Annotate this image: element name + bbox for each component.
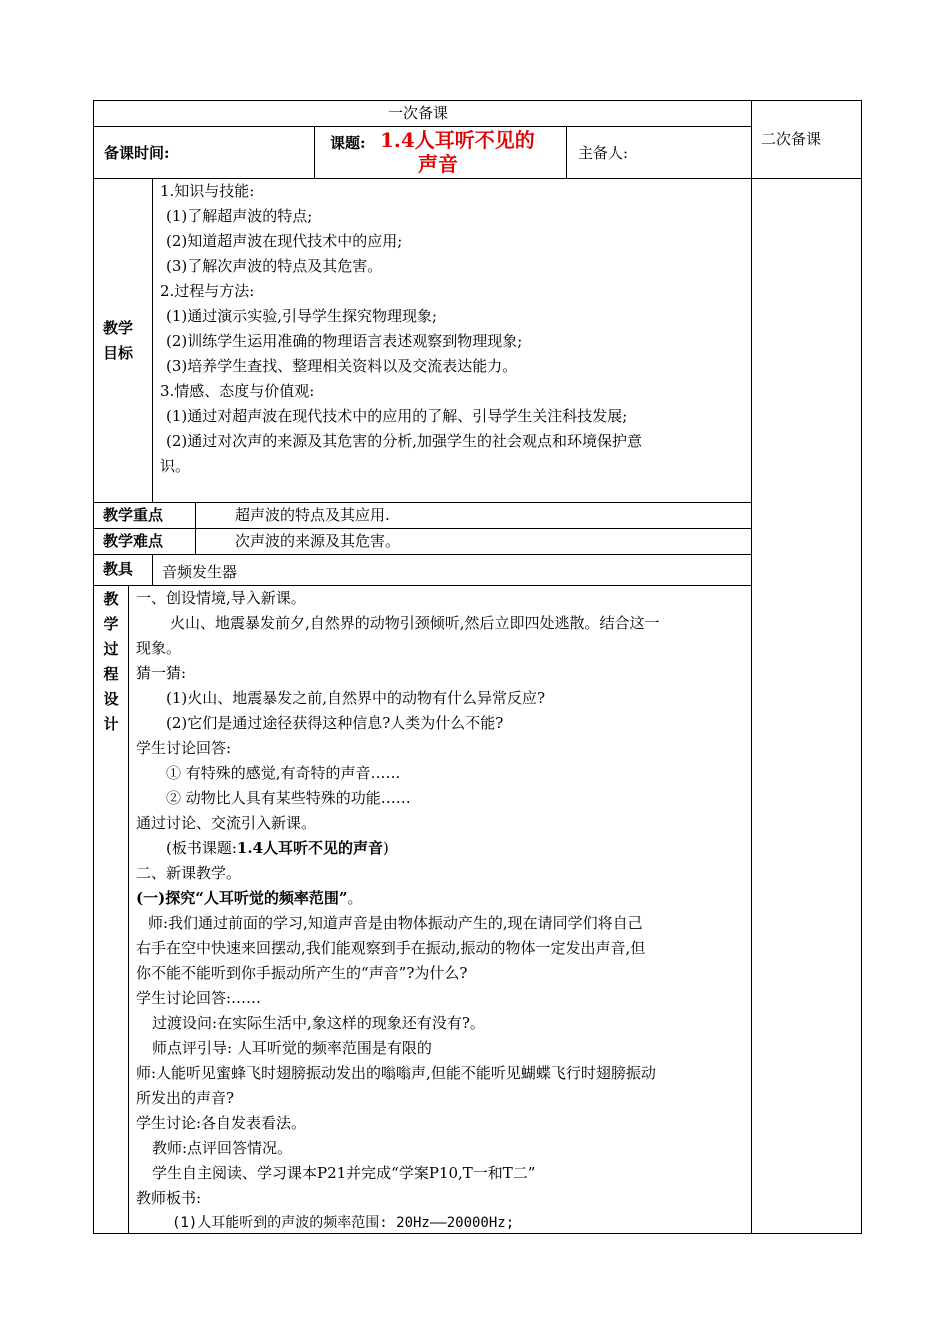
process-line: 学生讨论回答: <box>136 739 232 757</box>
process-line: ① 有特殊的感觉,有奇特的声音…… <box>166 764 401 782</box>
objective-line: (2)通过对次声的来源及其危害的分析,加强学生的社会观点和环境保护意 <box>166 432 643 450</box>
objective-line: (3)培养学生查找、整理相关资料以及交流表达能力。 <box>166 357 518 375</box>
objective-line: (1)通过演示实验,引导学生探究物理现象; <box>166 307 438 325</box>
first-prep-heading: 一次备课 <box>388 104 449 122</box>
process-line: 现象。 <box>136 639 182 657</box>
key-point-text: 超声波的特点及其应用. <box>235 506 390 524</box>
difficulty-text: 次声波的来源及其危害。 <box>235 532 401 550</box>
process-line: 学生讨论回答:…… <box>136 989 262 1007</box>
process-label-char: 学 <box>103 615 119 633</box>
process-line: 右手在空中快速来回摆动,我们能观察到手在振动,振动的物体一定发出声音,但 <box>136 939 646 957</box>
process-line: 学生讨论:各自发表看法。 <box>136 1114 307 1132</box>
objective-line: 3.情感、态度与价值观: <box>160 382 315 400</box>
process-line: 教师:点评回答情况。 <box>152 1139 293 1157</box>
topic-label: 课题: <box>330 134 366 152</box>
objectives-label-line2: 目标 <box>103 344 134 362</box>
objective-line: (1)了解超声波的特点; <box>166 207 313 225</box>
process-line: 教师板书: <box>136 1189 202 1207</box>
topic-title-line1: 1.4人耳听不见的 <box>380 128 535 152</box>
process-line: ② 动物比人具有某些特殊的功能…… <box>166 789 411 807</box>
process-line: 通过讨论、交流引入新课。 <box>136 814 317 832</box>
objective-line: 1.知识与技能: <box>160 182 255 200</box>
process-line: 学生自主阅读、学习课本P21并完成“学案P10,T一和T二” <box>152 1164 536 1182</box>
process-line: 师:我们通过前面的学习,知道声音是由物体振动产生的,现在请同学们将自己 <box>148 914 643 932</box>
process-label-char: 设 <box>103 690 119 708</box>
process-line: (2)它们是通过途径获得这种信息?人类为什么不能? <box>166 714 504 732</box>
process-line: 猜一猜: <box>136 664 187 682</box>
process-label-char: 计 <box>103 715 119 733</box>
objective-line: (1)通过对超声波在现代技术中的应用的了解、引导学生关注科技发展; <box>166 407 628 425</box>
section-heading: (一)探究“人耳听觉的频率范围” <box>136 889 348 907</box>
process-line: 过渡设问:在实际生活中,象这样的现象还有没有?。 <box>152 1014 485 1032</box>
objective-line: (3)了解次声波的特点及其危害。 <box>166 257 383 275</box>
process-line <box>136 888 362 908</box>
process-label-char: 教 <box>103 590 119 608</box>
process-label-char: 过 <box>103 640 119 658</box>
process-line: 火山、地震暴发前夕,自然界的动物引颈倾听,然后立即四处逃散。结合这一 <box>170 614 660 632</box>
process-line: (1)人耳能听到的声波的频率范围: 20Hz——20000Hz; <box>172 1215 515 1231</box>
main-preparer-label: 主备人: <box>578 144 629 162</box>
objective-line: (2)训练学生运用准确的物理语言表述观察到物理现象; <box>166 332 523 350</box>
objective-line: (2)知道超声波在现代技术中的应用; <box>166 232 403 250</box>
prep-time-label: 备课时间: <box>104 144 170 162</box>
process-line: 一、创设情境,导入新课。 <box>136 589 306 607</box>
process-line: 你不能不能听到你手振动所产生的“声音”?为什么? <box>136 964 468 982</box>
objective-line: 2.过程与方法: <box>160 282 255 300</box>
process-line: 所发出的声音? <box>136 1089 235 1107</box>
section-heading-end: 。 <box>347 889 363 907</box>
process-line: 师点评引导: 人耳听觉的频率范围是有限的 <box>152 1039 432 1057</box>
board-title-open: (板书课题: <box>166 839 237 857</box>
difficulty-label: 教学难点 <box>103 532 164 550</box>
process-line <box>166 838 389 858</box>
process-line: 师:人能听见蜜蜂飞时翅膀振动发出的嗡嗡声,但能不能听见蝴蝶飞行时翅膀振动 <box>136 1064 656 1082</box>
topic-title-line2: 声音 <box>418 152 458 176</box>
tools-text: 音频发生器 <box>162 563 238 581</box>
process-label-char: 程 <box>103 665 119 683</box>
board-title-close: ) <box>383 839 389 857</box>
tools-label: 教具 <box>103 560 134 578</box>
board-title: 1.4人耳听不见的声音 <box>236 839 384 857</box>
process-line: 二、新课教学。 <box>136 864 242 882</box>
process-line: (1)火山、地震暴发之前,自然界中的动物有什么异常反应? <box>166 689 546 707</box>
second-prep-heading: 二次备课 <box>761 130 822 148</box>
objective-line: 识。 <box>160 457 191 475</box>
objectives-label-line1: 教学 <box>103 319 134 337</box>
key-point-label: 教学重点 <box>103 506 164 524</box>
